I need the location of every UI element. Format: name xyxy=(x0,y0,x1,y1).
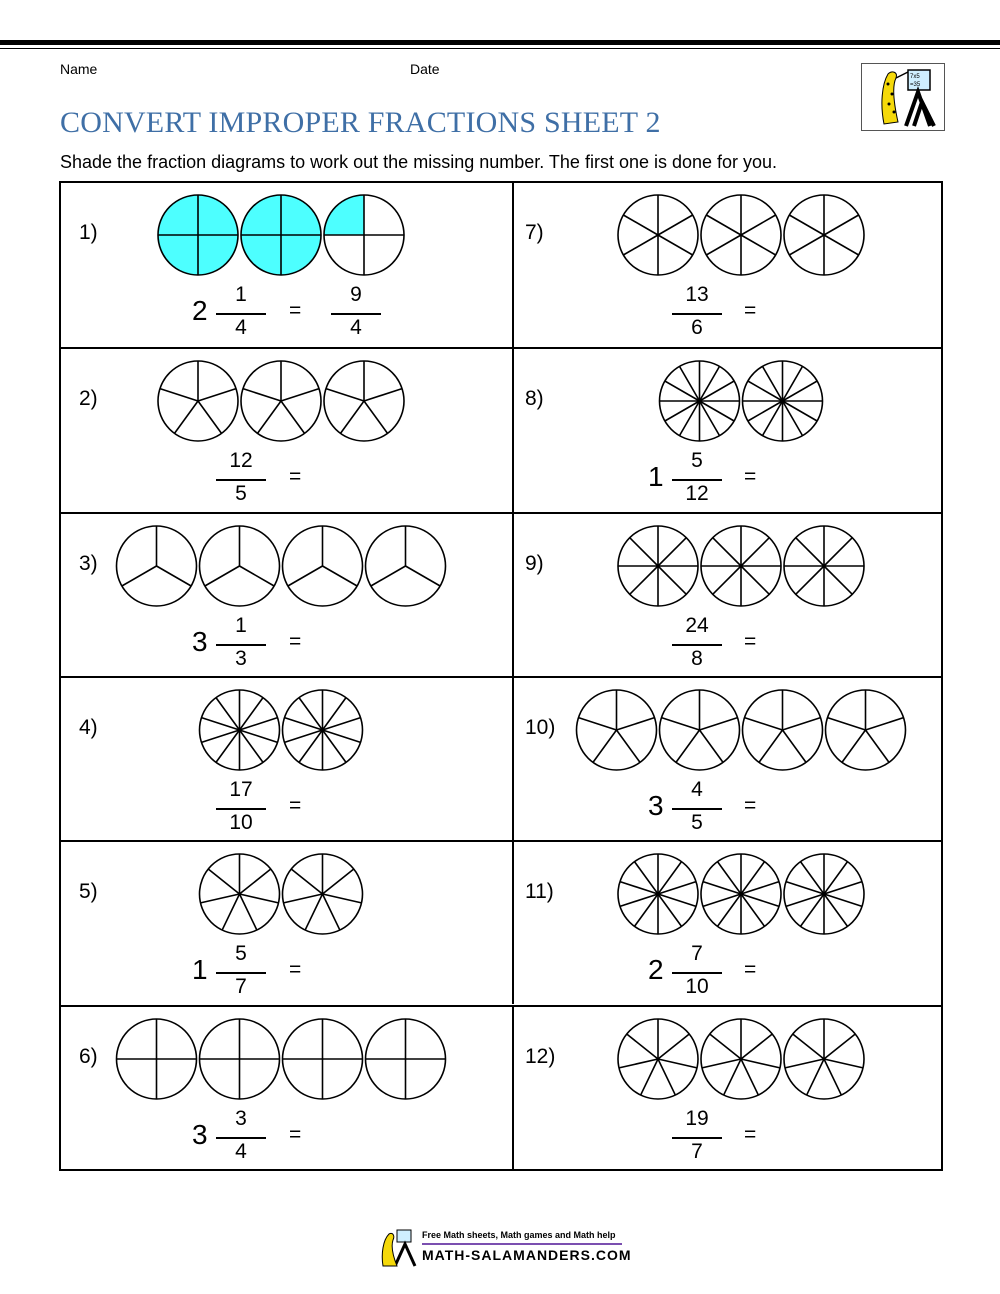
equals-sign: = xyxy=(744,793,757,817)
fraction-circle[interactable] xyxy=(241,361,321,441)
denominator: 5 xyxy=(235,482,247,506)
denominator: 6 xyxy=(691,316,703,339)
whole-number: 2 xyxy=(192,295,208,326)
denominator: 7 xyxy=(691,1139,703,1163)
whole-number: 1 xyxy=(648,461,664,493)
answer-blank[interactable] xyxy=(774,618,854,670)
problem-5 xyxy=(61,840,512,1004)
denominator: 7 xyxy=(235,975,247,999)
svg-text:7x5: 7x5 xyxy=(910,74,920,80)
fraction-expression xyxy=(61,1107,512,1167)
problem-number: 5) xyxy=(79,880,98,904)
whole-number: 1 xyxy=(192,954,208,986)
fraction-expression xyxy=(61,283,512,343)
fraction-bar xyxy=(672,1137,722,1139)
fraction-expression xyxy=(514,449,941,509)
fraction-circle[interactable] xyxy=(701,526,781,606)
name-label: Name xyxy=(60,61,98,77)
fraction-bar xyxy=(672,808,722,810)
equals-sign: = xyxy=(289,299,302,322)
fraction-circle[interactable] xyxy=(577,690,657,770)
equals-sign: = xyxy=(744,465,757,489)
whole-number: 3 xyxy=(192,625,208,657)
fraction-circle[interactable] xyxy=(826,690,906,770)
fraction-circle[interactable] xyxy=(158,195,238,275)
fraction-circle[interactable] xyxy=(784,526,864,606)
fraction-expression xyxy=(514,942,941,1002)
problem-8 xyxy=(512,347,941,511)
numerator: 4 xyxy=(691,777,703,801)
fraction-circle[interactable] xyxy=(618,526,698,606)
problem-number: 7) xyxy=(525,221,544,244)
fraction-circle[interactable] xyxy=(618,1019,698,1099)
problem-11 xyxy=(512,840,941,1004)
fraction-circle[interactable] xyxy=(660,361,740,441)
numerator: 9 xyxy=(350,283,362,306)
fraction-circle[interactable] xyxy=(117,526,197,606)
fraction-circle[interactable] xyxy=(701,1019,781,1099)
fraction-diagrams[interactable] xyxy=(514,852,941,936)
problem-3 xyxy=(61,512,512,676)
fraction-diagrams[interactable] xyxy=(61,852,512,936)
fraction-bar xyxy=(216,644,266,646)
fraction-circle[interactable] xyxy=(784,854,864,934)
top-rule-thin xyxy=(0,48,1000,49)
denominator: 12 xyxy=(685,482,709,506)
fraction-bar xyxy=(216,972,266,974)
date-label: Date xyxy=(410,61,440,77)
numerator: 13 xyxy=(685,283,709,306)
answer-blank[interactable] xyxy=(321,618,401,670)
equals-sign: = xyxy=(289,465,302,489)
fraction-circle[interactable] xyxy=(158,361,238,441)
fraction-diagrams[interactable] xyxy=(514,524,941,608)
fraction-bar xyxy=(216,313,266,315)
fraction-diagrams[interactable] xyxy=(514,688,941,772)
fraction-bar xyxy=(331,313,381,315)
numerator: 5 xyxy=(691,449,703,473)
fraction-circle[interactable] xyxy=(743,361,823,441)
answer-blank[interactable] xyxy=(321,946,401,998)
problem-number: 11) xyxy=(525,880,554,904)
numerator: 3 xyxy=(235,1106,247,1130)
salamander-logo xyxy=(861,63,945,131)
fraction-bar xyxy=(672,972,722,974)
denominator: 4 xyxy=(350,316,362,339)
footer-tagline: Free Math sheets, Math games and Math help xyxy=(422,1230,616,1240)
problem-4 xyxy=(61,676,512,840)
denominator: 10 xyxy=(685,975,709,999)
answer-blank[interactable] xyxy=(774,782,854,834)
fraction-circle[interactable] xyxy=(701,854,781,934)
equals-sign: = xyxy=(744,629,757,653)
svg-text:=35: =35 xyxy=(910,82,921,88)
equals-sign: = xyxy=(289,629,302,653)
fraction-circle[interactable] xyxy=(784,195,864,275)
fraction-diagrams[interactable] xyxy=(61,688,512,772)
denominator: 4 xyxy=(235,316,247,339)
fraction-expression xyxy=(61,942,512,1002)
denominator: 5 xyxy=(691,810,703,834)
fraction-circle[interactable] xyxy=(283,526,363,606)
fraction-expression xyxy=(514,614,941,674)
numerator: 12 xyxy=(229,449,253,473)
answer-blank[interactable] xyxy=(774,287,854,339)
top-rule-thick xyxy=(0,40,1000,45)
answer-blank[interactable] xyxy=(321,782,401,834)
fraction-bar xyxy=(672,313,722,315)
problem-number: 4) xyxy=(79,715,98,739)
fraction-bar xyxy=(216,1137,266,1139)
problem-number: 8) xyxy=(525,387,544,411)
answer-blank[interactable] xyxy=(774,1111,854,1163)
fraction-diagrams[interactable] xyxy=(61,193,512,277)
denominator: 8 xyxy=(691,646,703,670)
answer-blank[interactable] xyxy=(321,453,401,505)
problem-1 xyxy=(61,183,512,347)
equals-sign: = xyxy=(744,958,757,982)
problem-9 xyxy=(512,512,941,676)
fraction-bar xyxy=(672,479,722,481)
fraction-circle[interactable] xyxy=(784,1019,864,1099)
numerator: 19 xyxy=(685,1106,709,1130)
whole-number: 3 xyxy=(192,1118,208,1150)
problem-10 xyxy=(512,676,941,840)
footer-underline xyxy=(422,1243,622,1245)
numerator: 1 xyxy=(235,613,247,637)
fraction-diagrams[interactable] xyxy=(514,193,941,277)
answer-blank[interactable] xyxy=(321,1111,401,1163)
fraction-expression xyxy=(514,778,941,838)
equals-sign: = xyxy=(289,958,302,982)
fraction-circle[interactable] xyxy=(200,854,280,934)
denominator: 10 xyxy=(229,810,253,834)
numerator: 24 xyxy=(685,613,709,637)
equals-sign: = xyxy=(744,299,757,322)
whole-number: 2 xyxy=(648,954,664,986)
fraction-circle[interactable] xyxy=(283,854,363,934)
problem-7 xyxy=(512,183,941,347)
fraction-circle[interactable] xyxy=(743,690,823,770)
page-title: CONVERT IMPROPER FRACTIONS SHEET 2 xyxy=(60,106,661,139)
problem-number: 9) xyxy=(525,551,544,575)
answer-blank[interactable] xyxy=(774,946,854,998)
fraction-bar xyxy=(216,479,266,481)
problem-12 xyxy=(512,1005,941,1169)
equals-sign: = xyxy=(744,1122,757,1146)
fraction-diagrams[interactable] xyxy=(61,1017,512,1101)
problem-number: 3) xyxy=(79,551,98,575)
problem-number: 12) xyxy=(525,1044,556,1068)
fraction-circle[interactable] xyxy=(618,854,698,934)
numerator: 5 xyxy=(235,942,247,966)
fraction-circle[interactable] xyxy=(200,1019,280,1099)
fraction-circle[interactable] xyxy=(324,361,404,441)
fraction-diagrams[interactable] xyxy=(61,359,512,443)
problem-grid xyxy=(59,181,943,1171)
fraction-circle[interactable] xyxy=(200,690,280,770)
fraction-circle[interactable] xyxy=(365,526,445,606)
whole-number: 3 xyxy=(648,789,664,821)
numerator: 1 xyxy=(235,283,247,306)
fraction-expression xyxy=(514,1107,941,1167)
denominator: 4 xyxy=(235,1139,247,1163)
fraction-circle[interactable] xyxy=(241,195,321,275)
fraction-circle[interactable] xyxy=(618,195,698,275)
numerator: 17 xyxy=(229,777,253,801)
footer-logo xyxy=(375,1228,635,1268)
problem-number: 6) xyxy=(79,1044,98,1068)
fraction-expression xyxy=(514,283,941,343)
fraction-circle[interactable] xyxy=(366,1019,446,1099)
fraction-circle[interactable] xyxy=(701,195,781,275)
fraction-circle[interactable] xyxy=(283,690,363,770)
problem-2 xyxy=(61,347,512,511)
problem-number: 10) xyxy=(525,715,556,739)
fraction-circle[interactable] xyxy=(117,1019,197,1099)
fraction-expression xyxy=(61,614,512,674)
answer-blank[interactable] xyxy=(774,453,854,505)
fraction-circle[interactable] xyxy=(660,690,740,770)
fraction-expression xyxy=(61,778,512,838)
fraction-bar xyxy=(672,644,722,646)
denominator: 3 xyxy=(235,646,247,670)
equals-sign: = xyxy=(289,1122,302,1146)
fraction-expression xyxy=(61,449,512,509)
fraction-diagrams[interactable] xyxy=(514,1017,941,1101)
problem-6 xyxy=(61,1005,512,1169)
footer-site-link[interactable]: MATH-SALAMANDERS.COM xyxy=(422,1247,632,1263)
fraction-bar xyxy=(216,808,266,810)
fraction-diagrams[interactable] xyxy=(61,524,512,608)
problem-number: 1) xyxy=(79,221,98,244)
fraction-circle[interactable] xyxy=(324,195,404,275)
instructions: Shade the fraction diagrams to work out the missing number. The first one is done for you. xyxy=(60,152,778,172)
fraction-circle[interactable] xyxy=(199,526,279,606)
problem-number: 2) xyxy=(79,387,98,411)
fraction-circle[interactable] xyxy=(283,1019,363,1099)
numerator: 7 xyxy=(691,942,703,966)
fraction-diagrams[interactable] xyxy=(514,359,941,443)
equals-sign: = xyxy=(289,793,302,817)
